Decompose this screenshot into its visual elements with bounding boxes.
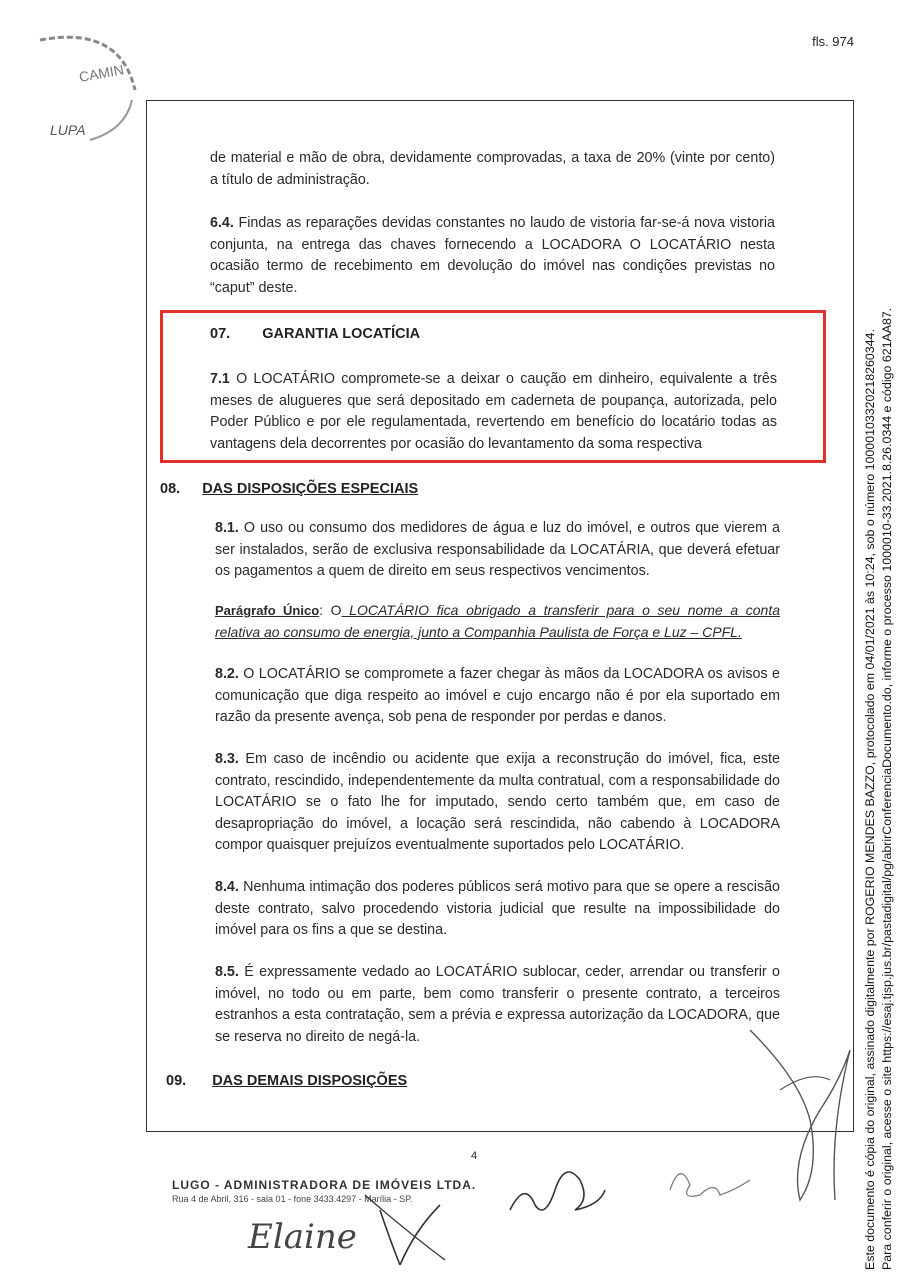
clause-text: Findas as reparações devidas constantes no laudo de vistoria far-se-á nova vistoria conjunta, na entrega das chaves fornecendo a LOCADORA O LOCATÁRIO nesta ocasião termo de recebimento em devolução do imóvel nas condições previstas no “caput” deste.	[210, 215, 775, 296]
section-number: 08.	[160, 481, 181, 497]
side-notice	[862, 10, 896, 1270]
signature-name: Elaine	[248, 1217, 357, 1257]
footer-company: LUGO - ADMINISTRADORA DE IMÓVEIS LTDA.	[172, 1178, 477, 1192]
clause-text: É expressamente vedado ao LOCATÁRIO sublocar, ceder, arrendar ou transferir o imóvel, no todo ou em parte, bem como transferir o presente contrato, a terceiros estranhos a esta contratação, sem a prévia e expressa autorização da LOCADORA, que se reserva no direito de negá-la.	[215, 964, 780, 1045]
clause-number: 8.5.	[215, 964, 239, 980]
footer-address: Rua 4 de Abril, 316 - sala 01 - fone 3433.4297 - Marília - SP.	[172, 1194, 413, 1204]
clause-8-5	[215, 962, 780, 1048]
section-09-heading	[166, 1073, 407, 1089]
clause-text: Em caso de incêndio ou acidente que exija a reconstrução do imóvel, fica, este contrato, rescindido, independentemente da multa contratual, com a responsabilidade do LOCATÁRIO se o fato lhe for imputado, sendo certo também que, em caso de desapropriação do imóvel, a locação será rescindida, não cabendo à LOCADORA compor quaisquer prejuízos eventualmente suportados pelo LOCATÁRIO.	[215, 751, 780, 853]
clause-text: O uso ou consumo dos medidores de água e luz do imóvel, e outros que vierem a ser instalados, serão de exclusiva responsabilidade da LOCATÁRIA, que deverá efetuar os pagamentos a quem de direito em seus respectivos vencimentos.	[215, 520, 780, 579]
paragrafo-unico	[215, 600, 780, 643]
clause-text: O LOCATÁRIO compromete-se a deixar o caução em dinheiro, equivalente a três meses de alugueres que será depositado em caderneta de poupança, autorizada, pelo Poder Público e por ele regulamentada, revertendo em benefício do locatário todas as vantagens dela decorrentes por ocasião do levantamento da soma respectiva	[210, 371, 777, 452]
section-07-heading	[210, 326, 420, 342]
signature-middle	[505, 1150, 615, 1230]
clause-text: O LOCATÁRIO se compromete a fazer chegar às mãos da LOCADORA os avisos e comunicação que diga respeito ao imóvel e cujo encargo não é por ela suportado em razão da presente avença, sob pena de responder por perdas e danos.	[215, 666, 780, 725]
clause-text: Nenhuma intimação dos poderes públicos será motivo para que se opere a rescisão deste contrato, salvo procedendo vistoria judicial que resulte na impossibilidade do imóvel para os fins a que se destina.	[215, 879, 780, 938]
section-08-heading	[160, 481, 418, 497]
paragrafo-text: LOCATÁRIO fica obrigado a transferir para o seu nome a conta relativa ao consumo de energia, junto a Companhia Paulista de Força e Luz – CPFL.	[215, 602, 780, 640]
clause-6-4	[210, 213, 775, 299]
folio-number: fls. 974	[812, 34, 854, 49]
clause-7-1	[210, 369, 777, 455]
intro-text: de material e mão de obra, devidamente comprovadas, a taxa de 20% (vinte por cento) a título de administração.	[210, 150, 775, 188]
section-title: GARANTIA LOCATÍCIA	[262, 326, 421, 342]
clause-8-2	[215, 664, 780, 729]
paragrafo-label: Parágrafo Único	[215, 603, 320, 618]
section-number: 09.	[166, 1073, 187, 1089]
clause-number: 7.1	[210, 371, 230, 387]
side-notice-line2: Para conferir o original, acesse o site https://esaj.tjsp.jus.br/pastadigital/pg/abrirConferenciaDocumento.do, informe o processo 1000010-33.2021.8.26.0344 e código 621AA87.	[880, 307, 894, 1270]
page-number: 4	[471, 1150, 478, 1162]
clause-number: 6.4.	[210, 215, 234, 231]
section-number: 07.	[210, 326, 231, 342]
stamp-seal	[20, 30, 150, 150]
side-notice-line1: Este documento é cópia do original, assinado digitalmente por ROGERIO MENDES BAZZO, protocolado em 04/01/2021 às 10:24, sob o número 10000103320218260344.	[863, 329, 877, 1270]
clause-8-3	[215, 749, 780, 857]
section-title: DAS DEMAIS DISPOSIÇÕES	[212, 1073, 408, 1089]
clause-number: 8.3.	[215, 751, 239, 767]
clause-8-4	[215, 877, 780, 942]
section-title: DAS DISPOSIÇÕES ESPECIAIS	[202, 481, 419, 497]
paragrafo-colon: : O	[319, 602, 342, 618]
clause-number: 8.2.	[215, 666, 239, 682]
clause-number: 8.1.	[215, 520, 239, 536]
signature-elaine	[240, 1190, 470, 1270]
intro-paragraph	[210, 148, 775, 191]
clause-8-1	[215, 518, 780, 583]
stamp-text-1: CAMIN	[77, 61, 125, 85]
signature-initials	[660, 1150, 760, 1210]
clause-number: 8.4.	[215, 879, 239, 895]
stamp-text-2: LUPA	[50, 122, 86, 138]
